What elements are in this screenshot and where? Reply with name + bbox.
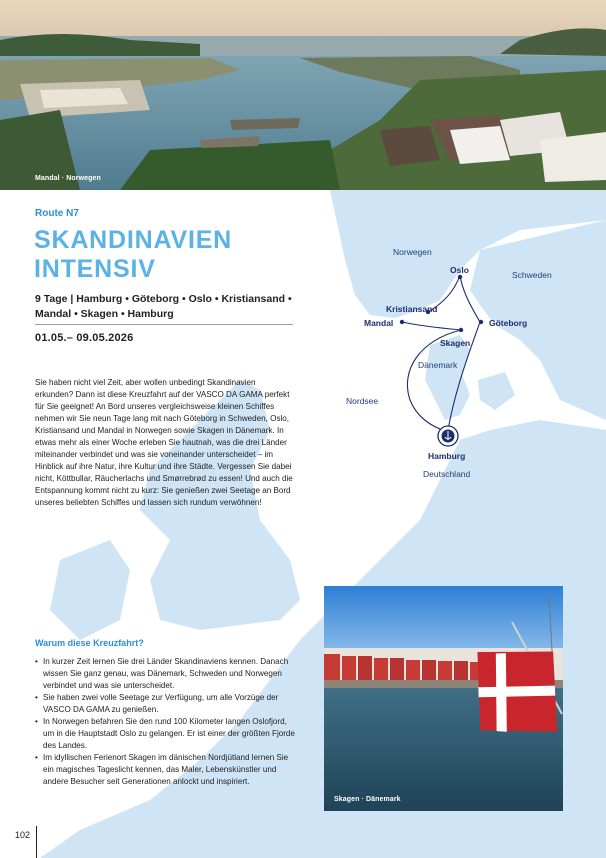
route-label: Route N7	[35, 208, 79, 219]
page-title: SKANDINAVIEN INTENSIV	[34, 226, 233, 283]
intro-paragraph: Sie haben nicht viel Zeit, aber wollen unbedingt Skandinavien erkunden? Dann ist diese Kreuzfahrt auf der VASCO DA GAMA perfekt für Sie geeignet! An Bord unseres vergleichsweise kleinen Schiffes nehmen wir Sie neun Tage lang mit nach Göteborg in Schweden, Oslo, Kristiansand und Mandal in Norwegen sowie Skagen in Dänemark. In etwas mehr als einer Woche erleben Sie hautnah, was die drei Länder miteinander verbindet und was sie voneinander unterscheidet – im Hinblick auf ihre Natur, ihre Kultur und ihre Städte. Vergessen Sie dabei nicht, Köttbullar, Räucherlachs und Smørrebrød zu essen! Und auch die Entspannung kommt nicht zu kurz: Sie genießen zwei Seetage an Bord unseres beliebten Schiffes und lassen sich rundum verwöhnen!	[35, 378, 293, 507]
list-item: • Im idyllischen Ferienort Skagen im dänischen Nordjütland lernen Sie ein magisches Tageslicht kennen, das Maler, Lebenskünstler und andere Besucher seit Generationen anlockt und inspiriert.	[35, 752, 295, 788]
list-item: • Sie haben zwei volle Seetage zur Verfügung, um alle Vorzüge der VASCO DA GAMA zu genießen.	[35, 692, 295, 716]
port-label-kristiansand: Kristiansand	[386, 304, 438, 314]
page-number-rule	[36, 826, 37, 858]
itinerary-subtitle: 9 Tage | Hamburg • Göteborg • Oslo • Kristiansand • Mandal • Skagen • Hamburg	[35, 293, 292, 320]
port-label-goteborg: Göteborg	[489, 318, 528, 328]
country-label-norway: Norwegen	[393, 247, 432, 257]
port-dot-oslo	[458, 275, 462, 279]
list-item: • In kurzer Zeit lernen Sie drei Länder Skandinaviens kennen. Danach wissen Sie ganz genau, was Dänemark, Schweden und Norwegen verbindet und was sie unterscheidet.	[35, 656, 295, 692]
port-label-oslo: Oslo	[450, 265, 469, 275]
skagen-image	[324, 586, 563, 811]
route-mandal-skagen	[402, 322, 461, 330]
skagen-photo	[324, 586, 563, 811]
port-dot-mandal	[400, 320, 404, 324]
hero-caption: Mandal · Norwegen	[35, 175, 101, 182]
port-dot-skagen	[459, 328, 463, 332]
divider	[35, 324, 293, 325]
port-label-skagen: Skagen	[440, 338, 471, 348]
why-heading: Warum diese Kreuzfahrt?	[35, 638, 144, 648]
port-label-hamburg: Hamburg	[428, 451, 466, 461]
sea-label-nordsee: Nordsee	[346, 396, 379, 406]
route-goteborg-oslo	[460, 275, 480, 322]
country-label-germany: Deutschland	[423, 469, 471, 479]
list-item: • In Norwegen befahren Sie den rund 100 Kilometer langen Oslofjord, um in die Hauptstadt Oslo zu gelangen. Er ist einer der größten Fjorde des Landes.	[35, 716, 295, 752]
port-marker-hamburg	[438, 426, 458, 446]
country-label-denmark: Dänemark	[418, 360, 458, 370]
why-list	[35, 656, 295, 788]
port-label-mandal: Mandal	[364, 318, 394, 328]
travel-dates: 01.05.– 09.05.2026	[35, 332, 134, 344]
photo-caption: Skagen · Dänemark	[334, 796, 401, 803]
country-label-sweden: Schweden	[512, 270, 552, 280]
port-dot-goteborg	[479, 320, 483, 324]
page-number: 102	[15, 830, 31, 840]
